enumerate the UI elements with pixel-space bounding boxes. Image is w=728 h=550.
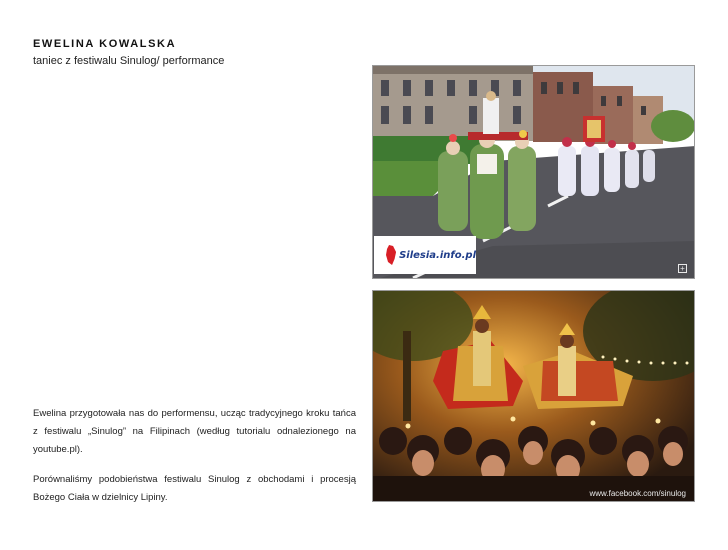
author-name: EWELINA KOWALSKA — [33, 38, 177, 50]
work-title: taniec z festiwalu Sinulog/ performance — [33, 55, 225, 67]
description — [33, 405, 356, 519]
photo-credit: www.facebook.com/sinulog — [589, 489, 686, 498]
watermark-text: Silesia.info.pl — [399, 249, 476, 261]
silesia-logo-icon — [386, 245, 396, 265]
sinulog-scene — [373, 291, 695, 502]
description-paragraph-1: Ewelina przygotowała nas do performensu, ucząc tradycyjnego kroku tańca z festiwalu „Sinulog” na Filipinach (według tutorialu odnalezionego na youtube.pl). — [33, 408, 356, 455]
sinulog-photo — [372, 290, 695, 502]
description-paragraph-2: Porównaliśmy podobieństwa festiwalu Sinulog z obchodami i procesją Bożego Ciała w dzielnicy Lipiny. — [33, 474, 356, 503]
procession-photo — [372, 65, 695, 279]
expand-icon[interactable]: + — [678, 264, 687, 273]
silesia-watermark — [374, 236, 476, 274]
page-header — [33, 38, 224, 67]
